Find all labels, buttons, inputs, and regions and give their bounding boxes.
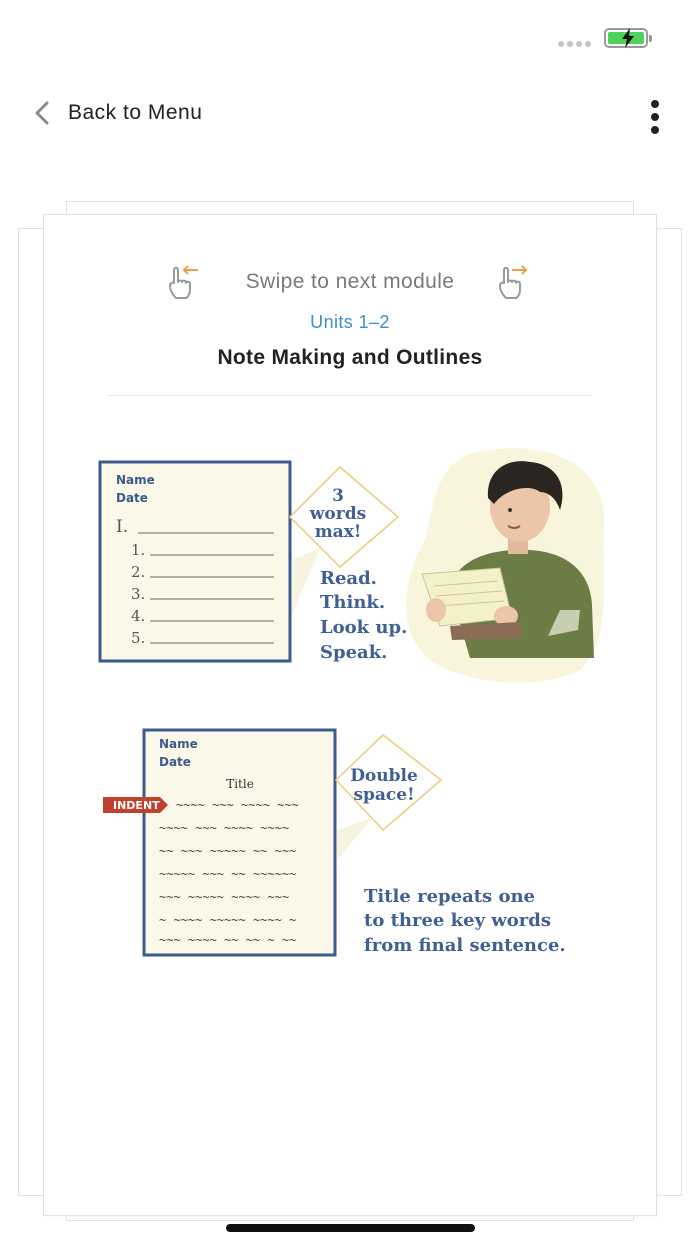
diamond1-line1: 3 — [332, 486, 344, 506]
paragraph-sheet — [144, 730, 335, 955]
squiggle-line-2: ~~~~ ~~~ ~~~~ ~~~~ — [159, 821, 290, 835]
three-words-diamond — [290, 467, 398, 567]
squiggle-line-3: ~~ ~~~ ~~~~~ ~~ ~~~ — [159, 844, 297, 858]
sheet-name-label: Name — [116, 473, 155, 487]
outline-num-2: 2. — [131, 563, 146, 581]
diamond1-line3: max! — [314, 522, 362, 542]
divider — [108, 395, 592, 396]
hand-swipe-right-icon — [496, 262, 534, 302]
squiggle-line-5: ~~~ ~~~~~ ~~~~ ~~~ — [159, 890, 290, 904]
step-read: Read. — [320, 568, 377, 589]
title-caption — [364, 886, 566, 956]
outline-num-5: 5. — [131, 629, 146, 647]
outline-num-4: 4. — [131, 607, 146, 625]
swipe-text: Swipe to next module — [245, 270, 455, 293]
squiggle-line-1: ~~~~ ~~~ ~~~~ ~~~ — [176, 798, 299, 812]
back-label: Back to Menu — [68, 101, 203, 124]
indent-tag — [103, 797, 168, 813]
battery-charging-icon — [604, 28, 648, 48]
back-to-menu-button[interactable] — [32, 100, 202, 126]
caption-line-2: to three key words — [364, 910, 551, 931]
sheet2-title: Title — [226, 777, 254, 791]
student-reading-figure — [406, 448, 604, 682]
sheet2-date-label: Date — [159, 755, 191, 769]
outline-num-1: 1. — [131, 541, 146, 559]
squiggle-line-7: ~~~ ~~~~ ~~ ~~ ~ ~~ — [159, 933, 297, 947]
outline-num-3: 3. — [131, 585, 146, 603]
diamond2-line1: Double — [350, 766, 418, 786]
units-label: Units 1–2 — [310, 312, 390, 332]
battery-tip — [649, 35, 652, 42]
outline-sheet — [100, 462, 290, 661]
status-bar — [0, 0, 700, 70]
top-nav — [0, 90, 700, 146]
squiggle-line-6: ~ ~~~~ ~~~~~ ~~~~ ~ — [159, 913, 297, 927]
home-indicator[interactable] — [226, 1224, 475, 1232]
diamond1-line2: words — [309, 504, 367, 524]
step-think: Think. — [320, 592, 386, 613]
diamond2-line2: space! — [353, 785, 415, 805]
sheet2-name-label: Name — [159, 737, 198, 751]
signal-dots-icon — [558, 41, 591, 47]
sheet-date-label: Date — [116, 491, 148, 505]
indent-label: INDENT — [113, 799, 160, 812]
double-space-diamond — [336, 735, 441, 830]
step-speak: Speak. — [320, 642, 388, 663]
caption-line-3: from final sentence. — [364, 935, 566, 956]
steps-list — [320, 568, 407, 663]
step-look-up: Look up. — [320, 617, 408, 638]
note-making-illustration — [0, 440, 700, 970]
more-vertical-icon[interactable] — [645, 100, 665, 134]
outline-roman: I. — [116, 517, 129, 537]
swipe-hint — [0, 262, 700, 306]
squiggle-line-4: ~~~~~ ~~~ ~~ ~~~~~~ — [159, 867, 297, 881]
module-title: Note Making and Outlines — [217, 346, 483, 369]
caption-line-1: Title repeats one — [364, 886, 535, 907]
chevron-left-icon — [32, 100, 52, 126]
